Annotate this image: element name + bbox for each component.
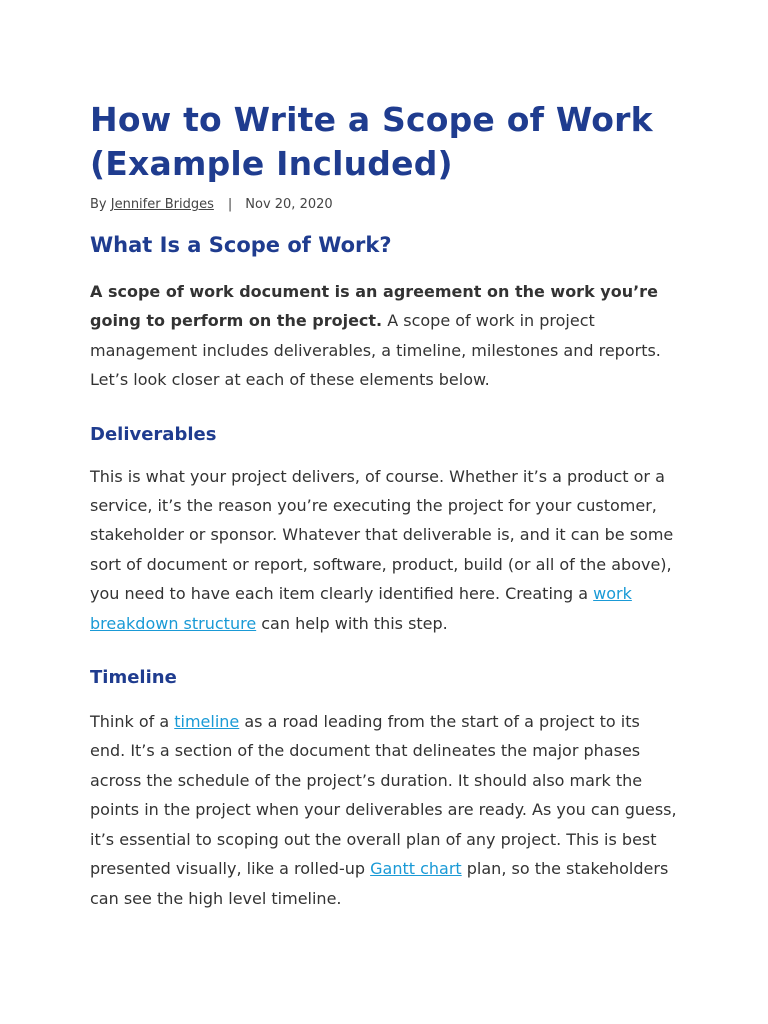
article-title-line2: (Example Included): [90, 144, 453, 183]
section-heading-scope: What Is a Scope of Work?: [90, 233, 392, 257]
section-heading-timeline: Timeline: [90, 667, 177, 689]
work-breakdown-structure-link[interactable]: work breakdown structure: [90, 584, 632, 633]
article-title: [90, 98, 678, 186]
byline-prefix: By: [90, 197, 111, 212]
deliverables-paragraph: [90, 462, 678, 638]
timeline-text-start: Think of a: [90, 712, 175, 732]
timeline-text: as a road leading from the start of a project to its end. It’s a section of the document that delineates the major phases across the schedule of the project’s duration. It should also mark the points in the project when your deliverables are ready. As you can guess, it’s essential to scoping out the overall plan of any project. This is best presented visually, like a rolled-up: [90, 712, 677, 879]
timeline-paragraph: [90, 707, 678, 913]
deliverables-text-end: can help with this step.: [256, 613, 448, 633]
intro-text: A scope of work in project management includes deliverables, a timeline, milestones and reports. Let’s look closer at each of these elements below.: [90, 311, 661, 390]
publish-date: Nov 20, 2020: [245, 197, 333, 212]
gantt-chart-link[interactable]: Gantt chart: [370, 859, 462, 879]
section-heading-deliverables: Deliverables: [90, 423, 217, 445]
timeline-link[interactable]: timeline: [174, 712, 240, 732]
author-link[interactable]: Jennifer Bridges: [110, 197, 214, 212]
intro-paragraph: [90, 277, 678, 395]
intro-bold-text: A scope of work document is an agreement on the work you’re going to perform on the project.: [90, 282, 658, 331]
timeline-text-end: plan, so the stakeholders can see the high level timeline.: [90, 859, 669, 908]
byline: [90, 196, 678, 214]
byline-separator: |: [227, 197, 233, 212]
deliverables-text: This is what your project delivers, of course. Whether it’s a product or a service, it’s the reason you’re executing the project for your customer, stakeholder or sponsor. Whatever that deliverable is, and it can be some sort of document or report, software, product, build (or all of the above), you need to have each item clearly identified here. Creating a: [90, 466, 674, 604]
article-title-line1: How to Write a Scope of Work: [90, 100, 653, 139]
